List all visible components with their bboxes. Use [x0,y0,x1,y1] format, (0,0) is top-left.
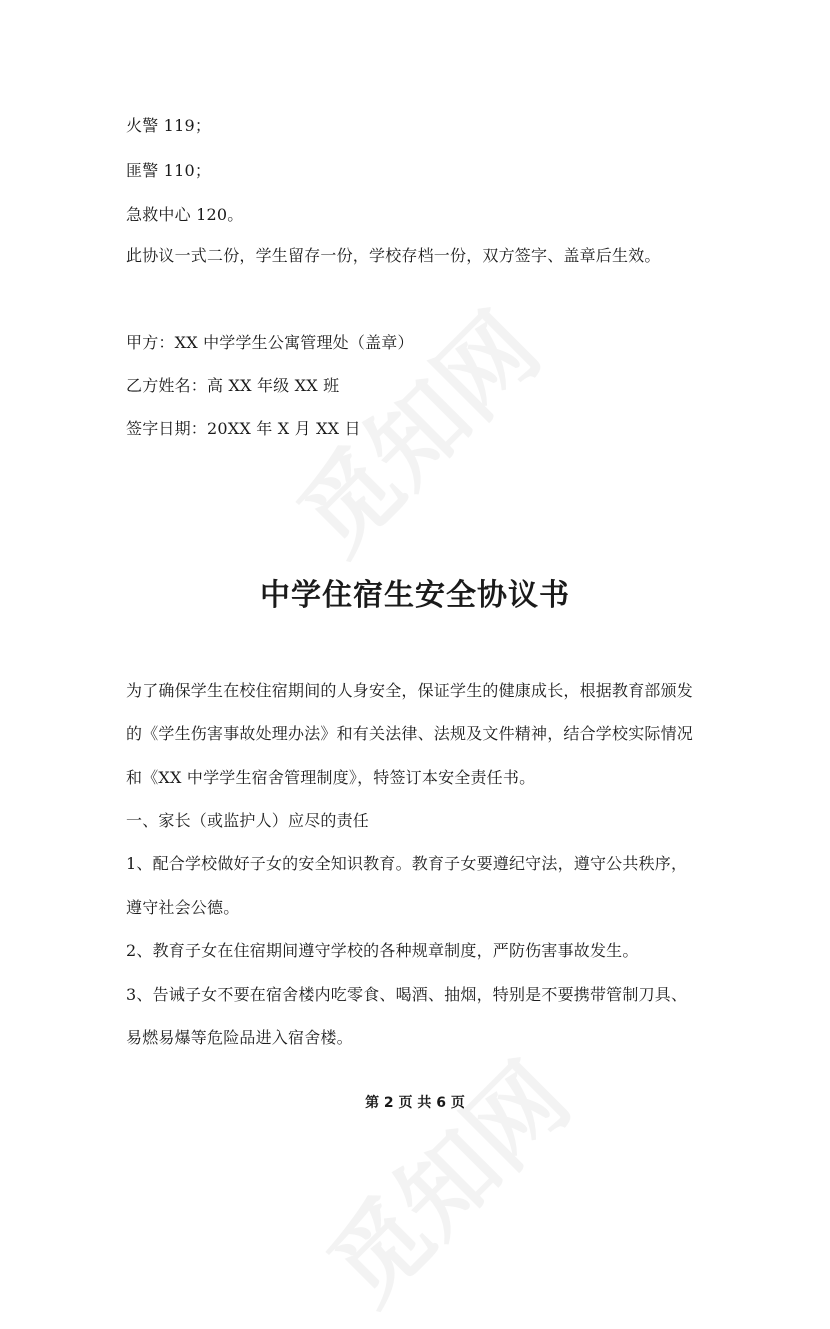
party-a: 甲方：XX 中学学生公寓管理处（盖章） [126,333,414,352]
body-line: 的《学生伤害事故处理办法》和有关法律、法规及文件精神，结合学校实际情况 [126,724,694,743]
body-line: 2、教育子女在住宿期间遵守学校的各种规章制度，严防伤害事故发生。 [126,941,639,960]
agreement-copies: 此协议一式二份，学生留存一份，学校存档一份，双方签字、盖章后生效。 [126,246,661,265]
emergency-fire: 火警 119； [126,116,212,135]
party-b: 乙方姓名：高 XX 年级 XX 班 [126,376,340,395]
document-title: 中学住宿生安全协议书 [260,578,570,613]
body-line: 易燃易爆等危险品进入宿舍楼。 [126,1028,353,1047]
sign-date: 签字日期：20XX 年 X 月 XX 日 [126,419,361,438]
page-number: 第 2 页 共 6 页 [365,1095,465,1111]
body-line: 1、配合学校做好子女的安全知识教育。教育子女要遵纪守法，遵守公共秩序， [126,854,688,873]
emergency-police: 匪警 110； [126,161,212,180]
watermark-bottom [294,1028,595,1329]
body-line: 3、告诫子女不要在宿舍楼内吃零食、喝酒、抽烟，特别是不要携带管制刀具、 [126,985,688,1004]
section-heading: 一、家长（或监护人）应尽的责任 [126,811,370,830]
body-line: 遵守社会公德。 [126,898,240,917]
body-line: 为了确保学生在校住宿期间的人身安全，保证学生的健康成长，根据教育部颁发 [126,681,694,700]
body-line: 和《XX 中学学生宿舍管理制度》，特签订本安全责任书。 [126,768,536,787]
emergency-ambulance: 急救中心 120。 [126,205,244,224]
